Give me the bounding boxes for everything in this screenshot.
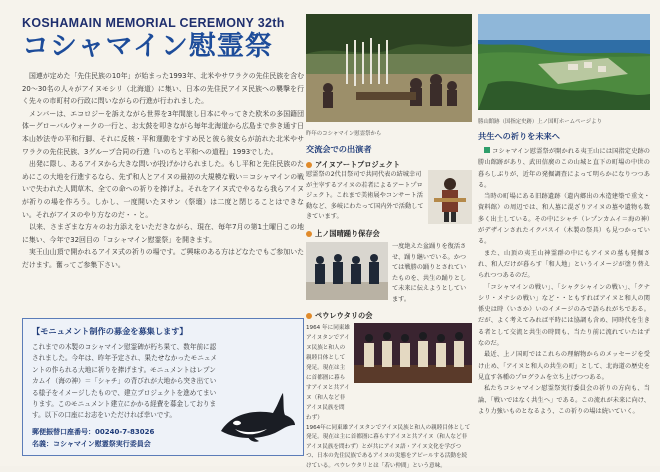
fund-title: 【モニュメント制作の募金を募集します】 [32, 326, 188, 336]
item-row [306, 170, 472, 224]
bullet-dot-icon [306, 231, 312, 237]
paragraph: 実王山山頂で開かれるアイヌ式の祈りの場です。ご興味のある方はどなたでもご参加いただけます。奮ってご参集下さい。 [22, 248, 304, 269]
item-text-tail: 1964年に同東雄アイヌタンでアイヌ民族と和人の親睦目体として発足。現在は主に首都圏に暮らすアイヌと共アイヌ（和人など非アイヌ民族を問わず）とが共にアイヌ語・アイヌ文化を学びつつ、日本の先住民族であるアイヌの実態をアピールする活動を続けている。ペウレウタリとは「若い仲間」という意味。 [306, 424, 471, 469]
paragraph: 以来、さまざまな方々のお力添えをいただきながら、現在、毎年7月の第1土曜日この地に集い、今年で32回目の「コシャマイン慰霊祭」を開きます。 [22, 223, 304, 244]
item-media [354, 323, 472, 423]
paragraph: 当時の町場にある旧跡遺跡（遺内郷出の木造建築で重文・資料館）の周辺では、和人墓に混ざりアイヌの墓や遺物も数多く出土している。その中にシャチ（レプンカムイ＝海の神）がデザインされたイクパスイ（木製の祭具）も見つかっている。 [478, 193, 650, 246]
paragraph: また、山頂の夷王山神霊群の中にもアイヌの墓も発掘され、和人だけが暮らす「和人地」というイメージが塗り替えられつつあるのだ。 [478, 249, 650, 280]
paragraph-text: コシャマイン慰霊祭が開かれる夷王山には国指定史跡の勝山館跡があり、武田信廣のこの山城と直下の町場の中世の暮らしぶりが、近年の発掘調査によって明らかになりつつある。 [478, 148, 650, 189]
item-text: 一度絶えた盆踊りを復活させ、踊り継いでいる。かつては戦勝の踊りとされていたものを、共生の踊りとして未来に伝えようとしています。 [392, 243, 467, 303]
dance-photo [306, 242, 388, 300]
paragraph [478, 146, 650, 191]
header-eyebrow: KOSHAMAIN MEMORIAL CEREMONY 32th [22, 16, 285, 30]
item-text-lead: 1964 年に同東雄アイヌタンでアイヌ民族と和人の親睦目体として発足。現在は主に首都圏に暮らすアイヌと共アイヌ（和人など非アイヌ民族を問わず） [306, 324, 350, 421]
paragraph: 出発に際し、あるアイヌから大きな問いが投げかけられました。もし平和と先住民族のためにこの大地を行進するなら、先ず和人とアイヌの最初の大規模な戦い＝コシャマインの戦いで失われた人間草木、全ての命への祈りを捧げよ。それをアイヌ式でやるなら我らアイヌが祈りの場を作ろう。しかし、一度開いたヌサン（祭壇）は二度と閉じることはできない。それがアイヌのやり方なのだ・・と。 [22, 160, 305, 219]
item-title-text: ペウレウタリの会 [315, 310, 373, 320]
item-row [306, 242, 472, 306]
fund-body: これまでの木製のコシャマイン慰霊碑が朽ち果て、数年前に認されました。今年は、昨年予定され、果たせなかったモニュメントの作られる大地に祈りを捧げます。モニュメントはレプンカムイ（海の神）＝「シャチ」の背びれが大地から突き出ている様子をイメージしたもので、建立プロジェクトを進めてまいります。このモニュメント建立にかかる経費を募金しております。以下の口座にお志をいただければ幸いです。 [32, 343, 218, 420]
fund-account-name: 名義：コシャマイン慰霊祭実行委員会 [32, 439, 151, 448]
paragraph: 私たちコシャマイン慰霊祭実行委員会の祈りの方向も、当論、「戦いではなく共生へ」である。この流れが未来に向け、より力強いものとなるよう、この祈りの場は続いていく。 [478, 385, 650, 415]
left-column [22, 16, 304, 272]
item-title [306, 311, 472, 321]
paragraph: 「コシャマインの戦い」、「シャクシャインの戦い」、「クナシリ・メナシの戦い」など・・ともすればアイヌと和人の関係史は時（いさか）いのイメージのみで語られがちである。だが、よく考えてみれば平時には協調も含め、同時代を生きる者として交流と共生の時間も、当たり前に流れていたはずなのだ。 [478, 283, 650, 348]
fundraising-box [22, 318, 304, 456]
right-column [478, 14, 650, 417]
section-title: 共生への祈りを未来へ [478, 131, 560, 141]
bullet-dot-icon [306, 313, 312, 319]
paragraph: 最近、上ノ国町ではこれらの理解物からのメッセージを受け止め、「アイヌと和人の共生の町」として、北海道の歴史を見直す各種のプログラムを立ち上げつつある。 [478, 351, 650, 381]
orca-icon [217, 391, 297, 447]
item-title-text: 上ノ国晴踊り保存会 [315, 229, 380, 238]
green-bullet-icon [484, 147, 490, 153]
stage-photo [354, 323, 472, 383]
photo-caption: 昨年のコシャマイン慰霊祭から [306, 131, 382, 137]
intro-body [22, 70, 304, 272]
item-title-text: アイヌアートプロジェクト [315, 160, 401, 169]
page-title: コシャマイン慰霊祭 [22, 31, 273, 62]
section-title: 交流会での出演者 [306, 144, 372, 154]
item-text [306, 323, 350, 423]
performer-photo [428, 170, 472, 224]
item-text: 慰霊祭の2代目祭司で共同代表の結城幸司が主宰するアイヌの若者によるアートプロジェクト。これまで美術展やコンサート活動など、多岐にわたって国内外で活動してきています。 [306, 171, 424, 221]
paragraph: メンバーは、エコロジーを訴えながら世界を3年間旅し日本にやってきた欧米の多国籍団体ーグローバルウォークの一行と、お太鼓を叩きながら毎年北海道から広島まで歩き通す日本山妙法寺の平和行脚、それに反核・平和運動をすすめ民と彼ら彼女らが訪れた北米やサワラクの先住民族、3グループ合同の行進「いのちと平和への道程」1993でした。 [22, 109, 304, 156]
item-title [306, 160, 472, 170]
fund-account: 郵便振替口座番号：00240-7-83026 [32, 427, 155, 436]
item-title [306, 229, 472, 239]
right-body [478, 146, 650, 417]
aerial-photo [478, 14, 650, 110]
photo-caption: 勝山館跡（国指定史跡）上ノ国町ホームページより [478, 119, 602, 125]
paragraph: 国連が定めた「先住民族の10年」が始まった1993年、北米やサワラクの先住民族を含む20〜30名の人々がアイヌモシリ（北海道）に集い、日本の先住民アイヌ民族への襲撃を行く先々の市町村の行政に問いながらの行進が行われました。 [22, 72, 304, 106]
item-row [306, 323, 472, 423]
middle-column [306, 14, 472, 472]
ceremony-photo [306, 14, 472, 122]
bullet-dot-icon [306, 162, 312, 168]
